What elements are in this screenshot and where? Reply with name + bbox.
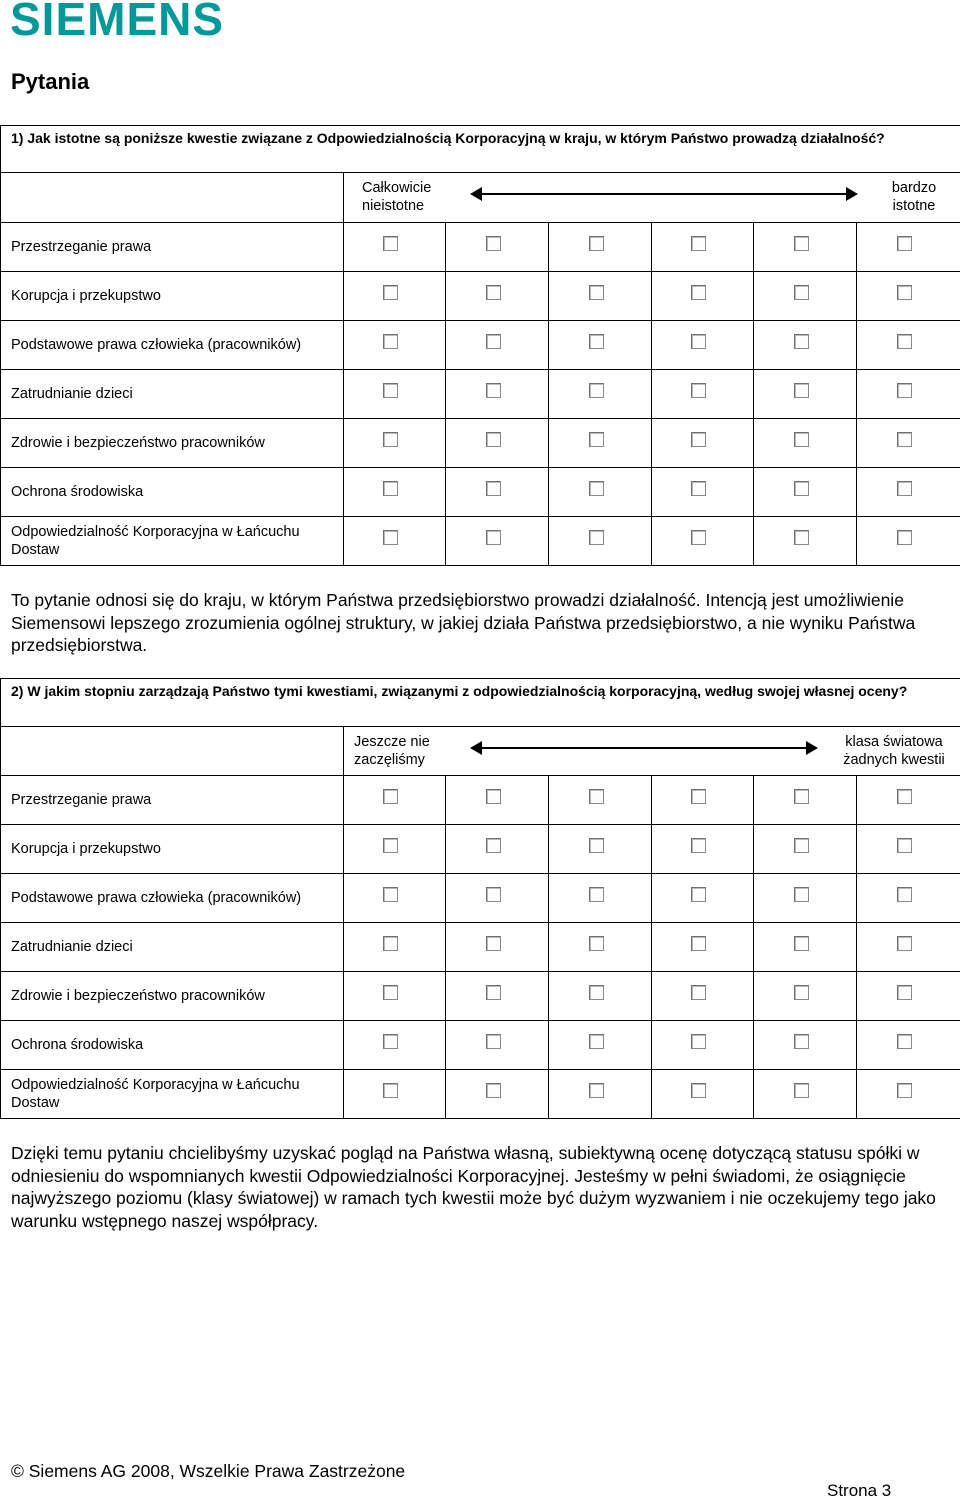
rating-checkbox[interactable] [794, 481, 809, 496]
rating-checkbox[interactable] [486, 334, 501, 349]
rating-checkbox[interactable] [691, 985, 706, 1000]
rating-cell [344, 419, 446, 468]
scale-arrow-icon [470, 187, 858, 201]
rating-cell [446, 874, 549, 923]
question-2-note: Dzięki temu pytaniu chcielibyśmy uzyskać pogląd na Państwa własną, subiektywną ocenę dotyczącą statusu spółki w odniesieniu do wspomnianych kwestii Odpowiedzialności Korporacyjnej. Jesteśmy w pełni świadomi, że osiągnięcie najwyższego poziomu (klasy światowej) w ramach tych kwestii może być dużym wyzwaniem i nie oczekujemy tego jako warunku wstępnego naszej współpracy. [11, 1142, 951, 1232]
rating-cell [446, 419, 549, 468]
rating-checkbox[interactable] [589, 1083, 604, 1098]
rating-checkbox[interactable] [897, 789, 912, 804]
rating-cell [344, 517, 446, 566]
rating-checkbox[interactable] [383, 481, 398, 496]
rating-checkbox[interactable] [589, 887, 604, 902]
row-label: Podstawowe prawa człowieka (pracowników) [1, 874, 344, 923]
rating-checkbox[interactable] [589, 285, 604, 300]
footer-copyright: © Siemens AG 2008, Wszelkie Prawa Zastrzeżone [11, 1461, 405, 1482]
rating-checkbox[interactable] [691, 936, 706, 951]
row-label: Korupcja i przekupstwo [1, 272, 344, 321]
rating-cell [549, 419, 652, 468]
rating-cell [857, 223, 960, 272]
rating-checkbox[interactable] [383, 887, 398, 902]
rating-cell [344, 321, 446, 370]
page-title: Pytania [11, 70, 89, 94]
rating-cell [549, 825, 652, 874]
rating-checkbox[interactable] [486, 530, 501, 545]
question-1-table [0, 125, 960, 566]
rating-checkbox[interactable] [691, 789, 706, 804]
rating-cell [754, 874, 857, 923]
rating-cell [652, 972, 754, 1021]
rating-checkbox[interactable] [691, 1034, 706, 1049]
rating-checkbox[interactable] [589, 936, 604, 951]
row-label: Zatrudnianie dzieci [1, 923, 344, 972]
page-number: Strona 3 [827, 1481, 891, 1501]
rating-cell [446, 825, 549, 874]
rating-checkbox[interactable] [486, 1034, 501, 1049]
rating-cell [446, 468, 549, 517]
question-1-text: 1) Jak istotne są poniższe kwestie związane z Odpowiedzialnością Korporacyjną w kraju, w którym Państwo prowadzą działalność? [1, 126, 960, 173]
row-label: Odpowiedzialność Korporacyjna w Łańcuchu Dostaw [1, 517, 344, 566]
rating-checkbox[interactable] [486, 236, 501, 251]
rating-cell [857, 517, 960, 566]
rating-checkbox[interactable] [383, 789, 398, 804]
rating-cell [652, 272, 754, 321]
scale-header [344, 727, 960, 776]
rating-cell [446, 321, 549, 370]
rating-checkbox[interactable] [794, 838, 809, 853]
table-row [1, 825, 960, 874]
row-label: Zdrowie i bezpieczeństwo pracowników [1, 972, 344, 1021]
rating-cell [754, 972, 857, 1021]
rating-checkbox[interactable] [897, 481, 912, 496]
rating-cell [754, 321, 857, 370]
rating-checkbox[interactable] [486, 838, 501, 853]
rating-checkbox[interactable] [897, 530, 912, 545]
row-label: Podstawowe prawa człowieka (pracowników) [1, 321, 344, 370]
rating-cell [549, 874, 652, 923]
rating-checkbox[interactable] [383, 285, 398, 300]
table-row [1, 321, 960, 370]
table-row [1, 272, 960, 321]
rating-checkbox[interactable] [383, 383, 398, 398]
table-row [1, 1070, 960, 1119]
rating-checkbox[interactable] [383, 838, 398, 853]
rating-checkbox[interactable] [383, 236, 398, 251]
scale-high-label: klasa światowa żadnych kwestii [834, 733, 954, 769]
rating-cell [754, 923, 857, 972]
rating-checkbox[interactable] [589, 838, 604, 853]
rating-cell [549, 517, 652, 566]
table-row [1, 776, 960, 825]
rating-cell [754, 223, 857, 272]
rating-checkbox[interactable] [794, 530, 809, 545]
rating-cell [754, 370, 857, 419]
question-2-text: 2) W jakim stopniu zarządzają Państwo tymi kwestiami, związanymi z odpowiedzialnością korporacyjną, według swojej własnej oceny? [1, 679, 960, 727]
rating-cell [652, 1070, 754, 1119]
rating-cell [344, 923, 446, 972]
rating-cell [344, 776, 446, 825]
rating-checkbox[interactable] [589, 1034, 604, 1049]
row-label: Zdrowie i bezpieczeństwo pracowników [1, 419, 344, 468]
rating-checkbox[interactable] [794, 985, 809, 1000]
rating-checkbox[interactable] [794, 285, 809, 300]
rating-checkbox[interactable] [486, 481, 501, 496]
rating-checkbox[interactable] [589, 334, 604, 349]
table-row [1, 419, 960, 468]
rating-cell [857, 272, 960, 321]
rating-checkbox[interactable] [897, 334, 912, 349]
rating-checkbox[interactable] [897, 838, 912, 853]
rating-cell [857, 419, 960, 468]
rating-checkbox[interactable] [486, 789, 501, 804]
rating-cell [446, 1021, 549, 1070]
rating-cell [652, 468, 754, 517]
rating-checkbox[interactable] [383, 936, 398, 951]
question-2-table [0, 678, 960, 1119]
rating-checkbox[interactable] [794, 432, 809, 447]
rating-cell [652, 223, 754, 272]
rating-checkbox[interactable] [589, 383, 604, 398]
rating-checkbox[interactable] [794, 789, 809, 804]
rating-checkbox[interactable] [897, 285, 912, 300]
rating-cell [549, 972, 652, 1021]
row-label: Przestrzeganie prawa [1, 776, 344, 825]
rating-checkbox[interactable] [486, 985, 501, 1000]
rating-cell [446, 272, 549, 321]
rating-checkbox[interactable] [691, 530, 706, 545]
rating-cell [754, 468, 857, 517]
row-label: Odpowiedzialność Korporacyjna w Łańcuchu Dostaw [1, 1070, 344, 1119]
rating-cell [446, 923, 549, 972]
table-row [1, 370, 960, 419]
row-label: Ochrona środowiska [1, 468, 344, 517]
rating-checkbox[interactable] [691, 383, 706, 398]
table-row [1, 468, 960, 517]
rating-cell [446, 370, 549, 419]
row-label: Zatrudnianie dzieci [1, 370, 344, 419]
rating-checkbox[interactable] [486, 936, 501, 951]
table-row [1, 874, 960, 923]
rating-cell [754, 1021, 857, 1070]
rating-checkbox[interactable] [691, 236, 706, 251]
scale-header [344, 173, 960, 223]
rating-checkbox[interactable] [383, 1034, 398, 1049]
rating-checkbox[interactable] [486, 1083, 501, 1098]
rating-cell [857, 874, 960, 923]
rating-checkbox[interactable] [691, 432, 706, 447]
rating-cell [344, 874, 446, 923]
rating-checkbox[interactable] [589, 985, 604, 1000]
rating-cell [754, 517, 857, 566]
rating-checkbox[interactable] [794, 1034, 809, 1049]
rating-cell [549, 1021, 652, 1070]
rating-cell [857, 776, 960, 825]
rating-checkbox[interactable] [589, 789, 604, 804]
rating-cell [857, 825, 960, 874]
rating-cell [754, 272, 857, 321]
rating-checkbox[interactable] [486, 887, 501, 902]
table-row [1, 517, 960, 566]
rating-cell [754, 776, 857, 825]
scale-low-label: Jeszcze nie zaczęliśmy [354, 733, 454, 769]
rating-checkbox[interactable] [897, 985, 912, 1000]
rating-checkbox[interactable] [897, 383, 912, 398]
rating-checkbox[interactable] [897, 432, 912, 447]
rating-checkbox[interactable] [897, 936, 912, 951]
rating-checkbox[interactable] [691, 1083, 706, 1098]
rating-cell [857, 972, 960, 1021]
table-row [1, 223, 960, 272]
rating-cell [857, 370, 960, 419]
rating-checkbox[interactable] [691, 887, 706, 902]
scale-high-label: bardzo istotne [884, 179, 944, 215]
rating-checkbox[interactable] [589, 432, 604, 447]
rating-cell [652, 776, 754, 825]
rating-cell [549, 370, 652, 419]
rating-checkbox[interactable] [897, 887, 912, 902]
rating-cell [446, 517, 549, 566]
table-row [1, 1021, 960, 1070]
rating-cell [652, 923, 754, 972]
rating-cell [652, 517, 754, 566]
rating-cell [549, 272, 652, 321]
rating-checkbox[interactable] [486, 432, 501, 447]
rating-checkbox[interactable] [691, 285, 706, 300]
rating-checkbox[interactable] [897, 1034, 912, 1049]
rating-checkbox[interactable] [794, 887, 809, 902]
rating-cell [652, 1021, 754, 1070]
rating-cell [549, 468, 652, 517]
scale-header-empty [1, 727, 344, 776]
siemens-logo: SIEMENS [10, 0, 224, 42]
rating-checkbox[interactable] [589, 530, 604, 545]
rating-checkbox[interactable] [794, 334, 809, 349]
scale-arrow-icon [470, 741, 818, 755]
row-label: Ochrona środowiska [1, 1021, 344, 1070]
rating-cell [652, 825, 754, 874]
scale-header-empty [1, 173, 344, 223]
scale-low-label: Całkowicie nieistotne [362, 179, 452, 215]
rating-checkbox[interactable] [486, 285, 501, 300]
rating-checkbox[interactable] [794, 383, 809, 398]
rating-checkbox[interactable] [383, 1083, 398, 1098]
rating-cell [549, 776, 652, 825]
rating-checkbox[interactable] [897, 236, 912, 251]
question-1-note: To pytanie odnosi się do kraju, w którym Państwa przedsiębiorstwo prowadzi działalność. Intencją jest umożliwienie Siemensowi lepszego zrozumienia ogólnej struktury, w jakiej działa Państwa przedsiębiorstwo, a nie wyniku Państwa przedsiębiorstwa. [11, 589, 951, 657]
rating-checkbox[interactable] [794, 236, 809, 251]
row-label: Przestrzeganie prawa [1, 223, 344, 272]
rating-cell [549, 1070, 652, 1119]
rating-checkbox[interactable] [794, 936, 809, 951]
table-row [1, 923, 960, 972]
rating-cell [344, 1070, 446, 1119]
rating-cell [344, 972, 446, 1021]
rating-checkbox[interactable] [691, 838, 706, 853]
rating-cell [344, 370, 446, 419]
rating-cell [446, 972, 549, 1021]
rating-checkbox[interactable] [486, 383, 501, 398]
rating-cell [857, 468, 960, 517]
rating-cell [344, 223, 446, 272]
rating-cell [652, 321, 754, 370]
rating-checkbox[interactable] [589, 481, 604, 496]
rating-checkbox[interactable] [691, 334, 706, 349]
rating-cell [344, 468, 446, 517]
rating-cell [652, 370, 754, 419]
rating-cell [857, 1021, 960, 1070]
rating-cell [754, 419, 857, 468]
rating-checkbox[interactable] [589, 236, 604, 251]
rating-checkbox[interactable] [383, 985, 398, 1000]
rating-cell [549, 321, 652, 370]
row-label: Korupcja i przekupstwo [1, 825, 344, 874]
rating-checkbox[interactable] [794, 1083, 809, 1098]
rating-cell [754, 825, 857, 874]
rating-cell [344, 1021, 446, 1070]
rating-checkbox[interactable] [383, 530, 398, 545]
rating-cell [549, 223, 652, 272]
rating-cell [857, 321, 960, 370]
rating-cell [446, 223, 549, 272]
rating-cell [652, 419, 754, 468]
rating-cell [446, 776, 549, 825]
rating-cell [549, 923, 652, 972]
rating-checkbox[interactable] [691, 481, 706, 496]
rating-cell [857, 1070, 960, 1119]
rating-cell [857, 923, 960, 972]
rating-cell [344, 272, 446, 321]
rating-cell [446, 1070, 549, 1119]
rating-cell [754, 1070, 857, 1119]
rating-checkbox[interactable] [383, 334, 398, 349]
rating-cell [652, 874, 754, 923]
table-row [1, 972, 960, 1021]
rating-checkbox[interactable] [897, 1083, 912, 1098]
rating-cell [344, 825, 446, 874]
rating-checkbox[interactable] [383, 432, 398, 447]
